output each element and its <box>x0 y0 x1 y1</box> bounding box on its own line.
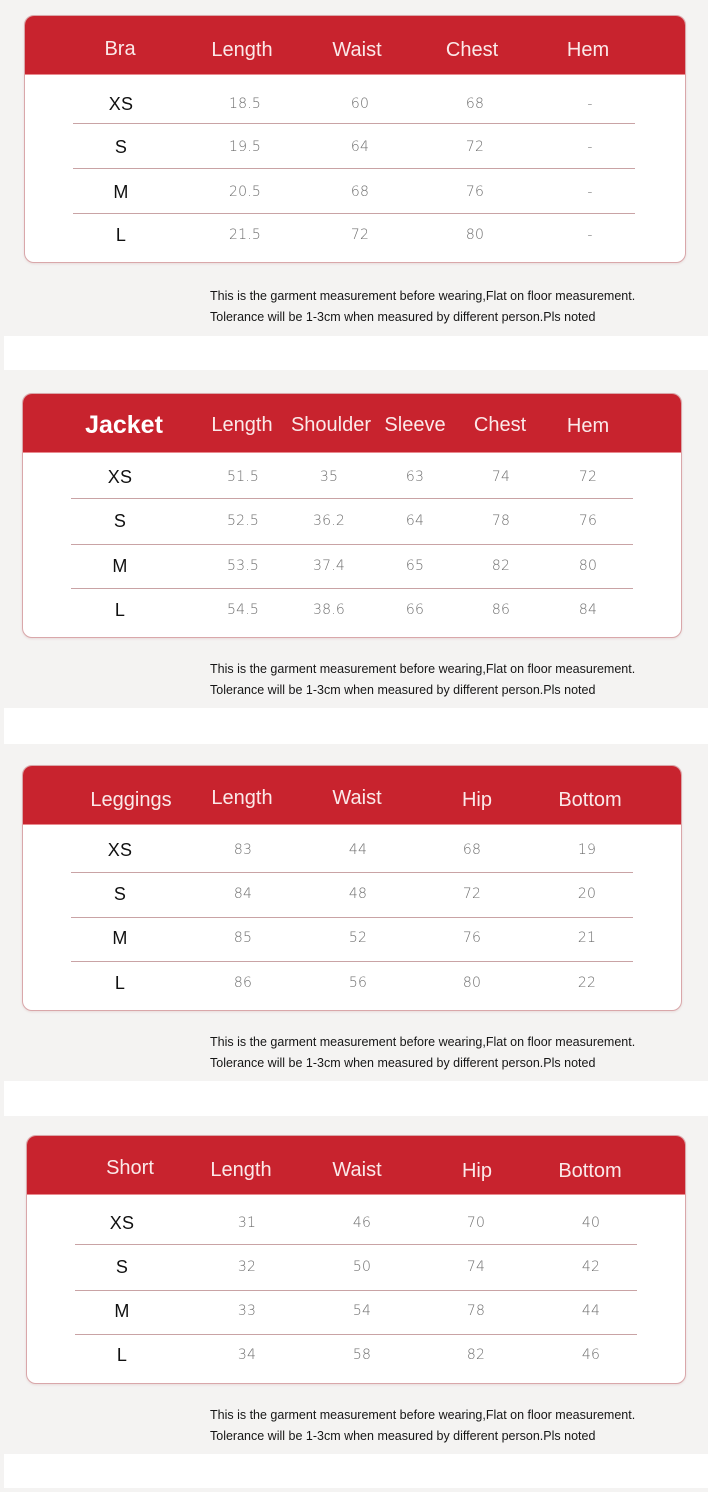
size-label: S <box>113 884 127 904</box>
measurement-cell: 54 <box>352 1303 372 1319</box>
column-header: Length <box>210 1159 272 1181</box>
table-row <box>25 213 685 257</box>
size-label: M <box>113 182 129 202</box>
measurement-cell: 72 <box>465 139 485 155</box>
measurement-cell: 78 <box>466 1303 486 1319</box>
measurement-cell: 74 <box>466 1259 486 1275</box>
note-line-2: Tolerance will be 1-3cm when measured by different person.Pls noted <box>210 1429 596 1443</box>
measurement-cell: 65 <box>405 558 425 574</box>
measurement-cell: 54.5 <box>227 602 259 618</box>
measurement-cell: 50 <box>352 1259 372 1275</box>
measurement-cell: 42 <box>581 1259 601 1275</box>
column-header: Waist <box>332 1159 382 1181</box>
note-line-1: This is the garment measurement before wearing,Flat on floor measurement. <box>210 662 636 676</box>
measurement-cell: 72 <box>578 469 598 485</box>
measurement-note <box>210 286 635 328</box>
size-label: L <box>116 1345 128 1365</box>
column-header: Shoulder <box>290 414 372 436</box>
measurement-cell: 35 <box>319 469 339 485</box>
column-header: Waist <box>332 39 382 61</box>
measurement-cell: 68 <box>462 842 482 858</box>
measurement-cell: 74 <box>491 469 511 485</box>
measurement-cell: 80 <box>578 558 598 574</box>
size-label: L <box>115 225 127 245</box>
column-header: Chest <box>445 39 499 61</box>
measurement-cell: - <box>587 139 593 155</box>
measurement-cell: 32 <box>237 1259 257 1275</box>
table-title: Leggings <box>90 789 172 811</box>
column-header: Length <box>211 787 273 809</box>
measurement-cell: 85 <box>233 930 253 946</box>
measurement-cell: 82 <box>466 1347 486 1363</box>
measurement-cell: 76 <box>465 184 485 200</box>
measurement-cell: 19.5 <box>229 139 261 155</box>
measurement-cell: - <box>587 227 593 243</box>
measurement-cell: 46 <box>352 1215 372 1231</box>
note-line-2: Tolerance will be 1-3cm when measured by different person.Pls noted <box>210 683 596 697</box>
size-label: S <box>115 1257 129 1277</box>
table-title: Jacket <box>85 411 163 439</box>
measurement-cell: 80 <box>465 227 485 243</box>
table-row <box>23 828 681 872</box>
measurement-cell: 72 <box>350 227 370 243</box>
measurement-cell: 76 <box>578 513 598 529</box>
measurement-cell: 68 <box>465 96 485 112</box>
measurement-cell: 86 <box>233 975 253 991</box>
note-line-2: Tolerance will be 1-3cm when measured by different person.Pls noted <box>210 310 596 324</box>
measurement-cell: 56 <box>348 975 368 991</box>
measurement-cell: 31 <box>237 1215 257 1231</box>
measurement-cell: 51.5 <box>227 469 259 485</box>
measurement-cell: 36.2 <box>313 513 345 529</box>
measurement-cell: 21.5 <box>229 227 261 243</box>
table-row <box>25 125 685 169</box>
table-row <box>23 872 681 916</box>
measurement-cell: 21 <box>577 930 597 946</box>
measurement-cell: 19 <box>577 842 597 858</box>
measurement-cell: 84 <box>578 602 598 618</box>
row-divider <box>73 123 635 124</box>
column-header: Hem <box>566 39 610 61</box>
measurement-cell: 66 <box>405 602 425 618</box>
table-row <box>23 916 681 960</box>
table-header <box>27 1136 685 1195</box>
measurement-cell: 68 <box>350 184 370 200</box>
table-row <box>25 170 685 214</box>
measurement-cell: 20.5 <box>229 184 261 200</box>
measurement-cell: 64 <box>350 139 370 155</box>
measurement-note <box>210 1405 635 1447</box>
table-row <box>23 544 681 588</box>
measurement-cell: 83 <box>233 842 253 858</box>
size-label: XS <box>109 1213 135 1233</box>
measurement-cell: 20 <box>577 886 597 902</box>
size-label: S <box>113 511 127 531</box>
note-line-1: This is the garment measurement before wearing,Flat on floor measurement. <box>210 289 636 303</box>
table-row <box>23 961 681 1005</box>
size-table-leggings <box>22 765 682 1011</box>
section-separator <box>4 336 708 370</box>
measurement-cell: - <box>587 184 593 200</box>
measurement-cell: 53.5 <box>227 558 259 574</box>
column-header: Hem <box>566 415 610 437</box>
row-divider <box>73 168 635 169</box>
measurement-cell: 44 <box>348 842 368 858</box>
column-header: Hip <box>461 1160 493 1182</box>
measurement-cell: 52.5 <box>227 513 259 529</box>
table-header <box>25 16 685 75</box>
measurement-cell: 37.4 <box>313 558 345 574</box>
measurement-cell: 38.6 <box>313 602 345 618</box>
table-title: Bra <box>104 38 136 60</box>
measurement-note <box>210 1032 635 1074</box>
note-line-1: This is the garment measurement before wearing,Flat on floor measurement. <box>210 1408 636 1422</box>
column-header: Hip <box>461 789 493 811</box>
table-title: Short <box>106 1157 154 1179</box>
measurement-cell: 34 <box>237 1347 257 1363</box>
measurement-cell: 60 <box>350 96 370 112</box>
column-header: Length <box>211 414 273 436</box>
measurement-cell: 58 <box>352 1347 372 1363</box>
table-row <box>23 455 681 499</box>
size-label: L <box>114 600 126 620</box>
table-row <box>27 1201 685 1245</box>
size-table-short <box>26 1135 686 1384</box>
section-separator <box>4 708 708 744</box>
measurement-cell: 64 <box>405 513 425 529</box>
table-row <box>27 1289 685 1333</box>
column-header: Length <box>211 39 273 61</box>
size-table-bra <box>24 15 686 263</box>
measurement-cell: 78 <box>491 513 511 529</box>
measurement-cell: 80 <box>462 975 482 991</box>
size-label: XS <box>108 94 134 114</box>
section-separator <box>4 1454 708 1488</box>
note-line-2: Tolerance will be 1-3cm when measured by different person.Pls noted <box>210 1056 596 1070</box>
size-table-jacket <box>22 393 682 638</box>
table-header <box>23 394 681 453</box>
table-row <box>25 82 685 126</box>
note-line-1: This is the garment measurement before wearing,Flat on floor measurement. <box>210 1035 636 1049</box>
size-label: XS <box>107 840 133 860</box>
column-header: Bottom <box>558 789 622 811</box>
measurement-cell: 33 <box>237 1303 257 1319</box>
measurement-cell: 48 <box>348 886 368 902</box>
measurement-cell: 44 <box>581 1303 601 1319</box>
measurement-cell: 72 <box>462 886 482 902</box>
measurement-cell: 82 <box>491 558 511 574</box>
column-header: Sleeve <box>384 414 446 436</box>
measurement-cell: 46 <box>581 1347 601 1363</box>
measurement-cell: 84 <box>233 886 253 902</box>
size-label: M <box>112 928 128 948</box>
size-label: L <box>114 973 126 993</box>
measurement-cell: 18.5 <box>229 96 261 112</box>
measurement-cell: - <box>587 96 593 112</box>
measurement-cell: 86 <box>491 602 511 618</box>
measurement-cell: 70 <box>466 1215 486 1231</box>
section-separator <box>4 1081 708 1116</box>
column-header: Waist <box>332 787 382 809</box>
size-label: XS <box>107 467 133 487</box>
table-row <box>23 588 681 632</box>
measurement-cell: 63 <box>405 469 425 485</box>
column-header: Chest <box>473 414 527 436</box>
size-label: M <box>112 556 128 576</box>
measurement-cell: 52 <box>348 930 368 946</box>
table-row <box>27 1245 685 1289</box>
table-row <box>23 499 681 543</box>
measurement-cell: 22 <box>577 975 597 991</box>
measurement-note <box>210 659 635 701</box>
column-header: Bottom <box>558 1160 622 1182</box>
size-label: M <box>114 1301 130 1321</box>
size-label: S <box>114 137 128 157</box>
table-row <box>27 1333 685 1377</box>
table-header <box>23 766 681 825</box>
measurement-cell: 40 <box>581 1215 601 1231</box>
measurement-cell: 76 <box>462 930 482 946</box>
